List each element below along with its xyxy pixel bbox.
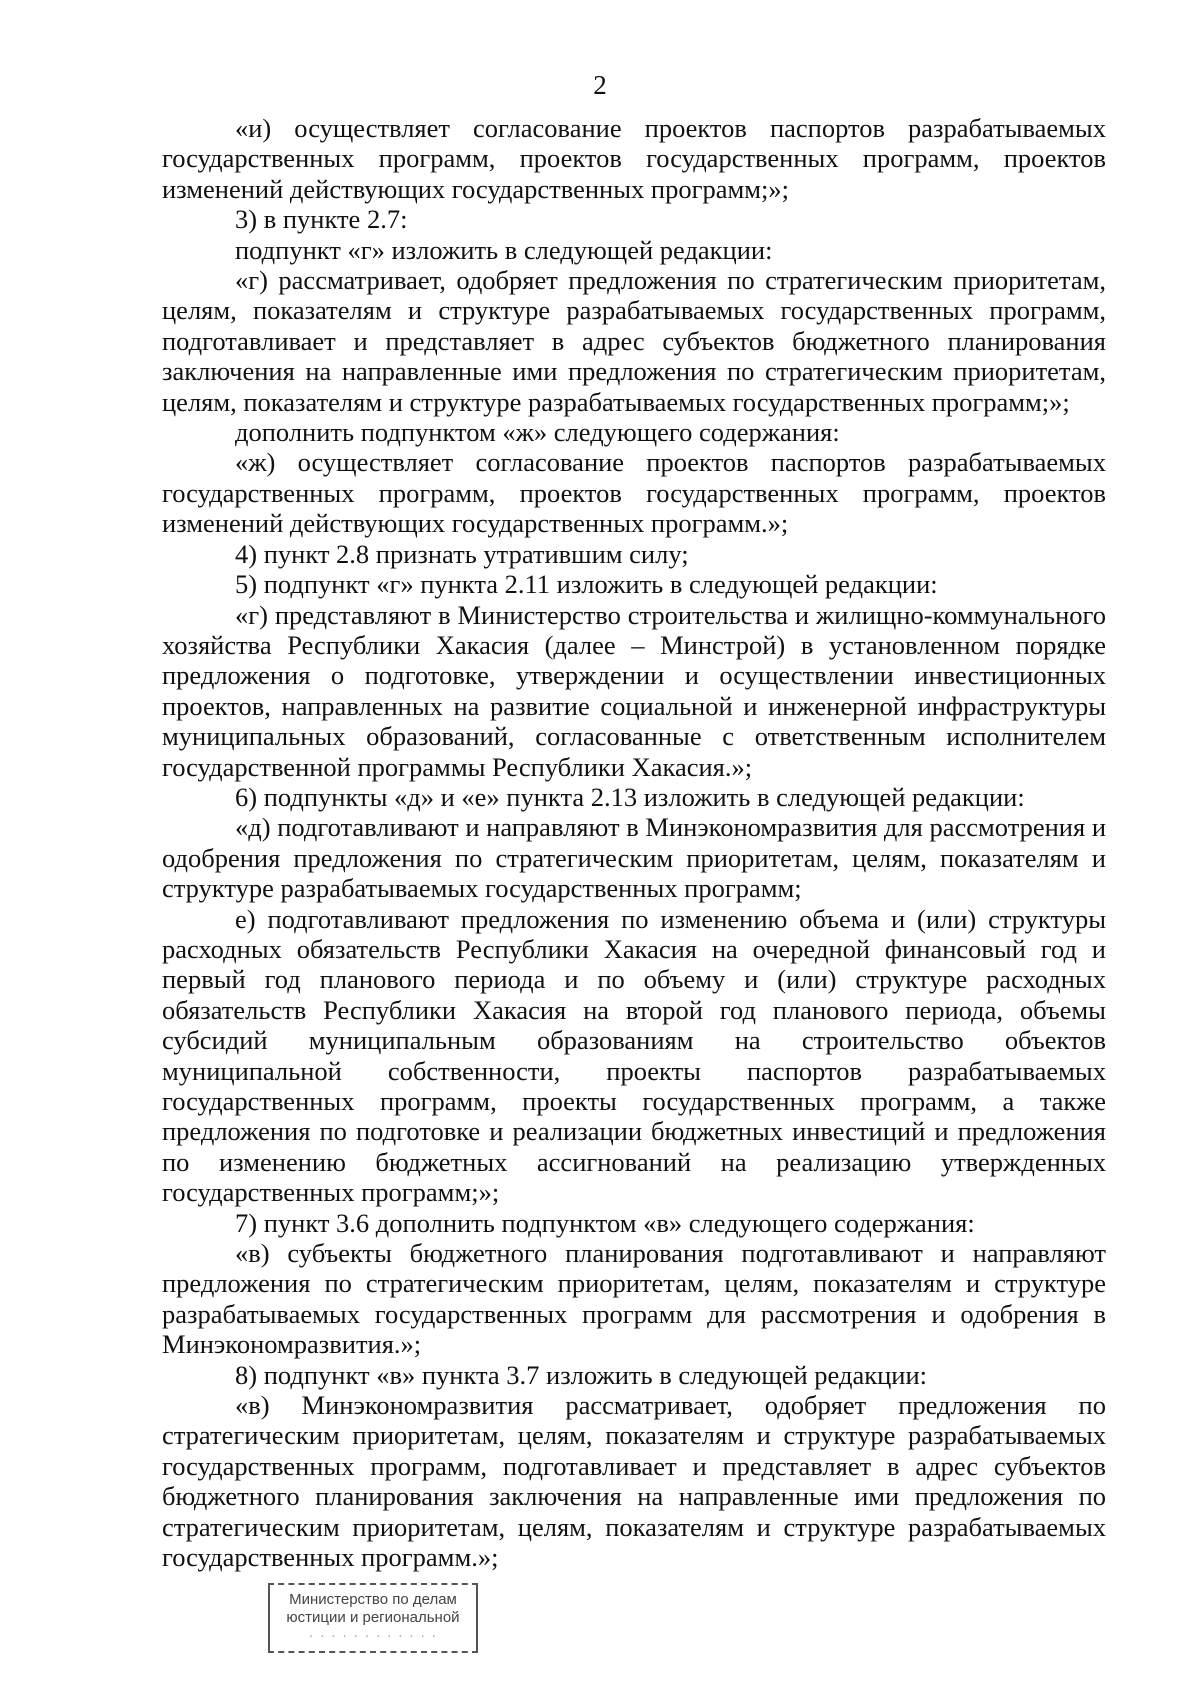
page-number: 2 <box>593 70 607 100</box>
paragraph-amendment-zh: «ж) осуществляет согласование проектов паспортов разрабатываемых государственных программ, проектов государственных программ, проектов изменений действующих государственных программ.»; <box>162 447 1106 539</box>
paragraph-amendment-d: «д) подготавливают и направляют в Минэкономразвития для рассмотрения и одобрения предложения по стратегическим приоритетам, целям, показателям и структуре разрабатываемых государственных программ; <box>162 812 1106 904</box>
paragraph-item-4: 4) пункт 2.8 признать утратившим силу; <box>235 538 689 569</box>
document-body <box>162 113 1106 1573</box>
paragraph-item-7: 7) пункт 3.6 дополнить подпунктом «в» следующего содержания: <box>235 1207 975 1238</box>
paragraph-item-5: 5) подпункт «г» пункта 2.11 изложить в следующей редакции: <box>235 569 938 600</box>
paragraph-amendment-e: е) подготавливают предложения по изменению объема и (или) структуры расходных обязательств Республики Хакасия на очередной финансовый год и первый год планового периода и по объему и (или) структуре расходных обязательств Республики Хакасия на второй год планового периода, объемы субсидий муниципальным образованиям на строительство объектов муниципальной собственности, проекты паспортов разрабатываемых государственных программ, проекты государственных программ, а также предложения по подготовке и реализации бюджетных инвестиций и предложения по изменению бюджетных ассигнований на реализацию утвержденных государственных программ;»; <box>162 903 1106 1208</box>
paragraph-subitem-g-intro: подпункт «г» изложить в следующей редакции: <box>235 234 773 265</box>
stamp-line-illegible: · · · · · · · · · · · · <box>308 1627 438 1644</box>
paragraph-item-8: 8) подпункт «в» пункта 3.7 изложить в следующей редакции: <box>235 1359 927 1390</box>
paragraph-item-3: 3) в пункте 2.7: <box>235 204 408 235</box>
paragraph-subitem-zh-intro: дополнить подпунктом «ж» следующего содержания: <box>235 417 840 448</box>
paragraph-amendment-g: «г) рассматривает, одобряет предложения по стратегическим приоритетам, целям, показателям и структуре разрабатываемых государственных программ, подготавливает и представляет в адрес субъектов бюджетного планирования заключения на направленные ими предложения по стратегическим приоритетам, целям, показателям и структуре разрабатываемых государственных программ;»; <box>162 265 1106 417</box>
stamp-line-2: юстиции и региональной <box>286 1609 460 1626</box>
paragraph-amendment-i: «и) осуществляет согласование проектов паспортов разрабатываемых государственных программ, проектов государственных программ, проектов изменений действующих государственных программ;»; <box>162 113 1106 204</box>
paragraph-amendment-v-3-6: «в) субъекты бюджетного планирования подготавливают и направляют предложения по стратегическим приоритетам, целям, показателям и структуре разрабатываемых государственных программ для рассмотрения и одобрения в Минэкономразвития.»; <box>162 1238 1106 1360</box>
stamp-line-1: Министерство по делам <box>289 1591 457 1608</box>
paragraph-item-6: 6) подпункты «д» и «е» пункта 2.13 изложить в следующей редакции: <box>235 781 1025 812</box>
paragraph-amendment-g-2-11: «г) представляют в Министерство строительства и жилищно-коммунального хозяйства Республики Хакасия (далее – Минстрой) в установленном порядке предложения о подготовке, утверждении и осуществлении инвестиционных проектов, направленных на развитие социальной и инженерной инфраструктуры муниципальных образований, согласованные с ответственным исполнителем государственной программы Республики Хакасия.»; <box>162 599 1106 782</box>
registration-stamp <box>268 1583 478 1653</box>
paragraph-amendment-v-3-7: «в) Минэкономразвития рассматривает, одобряет предложения по стратегическим приоритетам, целям, показателям и структуре разрабатываемых государственных программ, подготавливает и представляет в адрес субъектов бюджетного планирования заключения на направленные ими предложения по стратегическим приоритетам, целям, показателям и структуре разрабатываемых государственных программ.»; <box>162 1390 1106 1573</box>
